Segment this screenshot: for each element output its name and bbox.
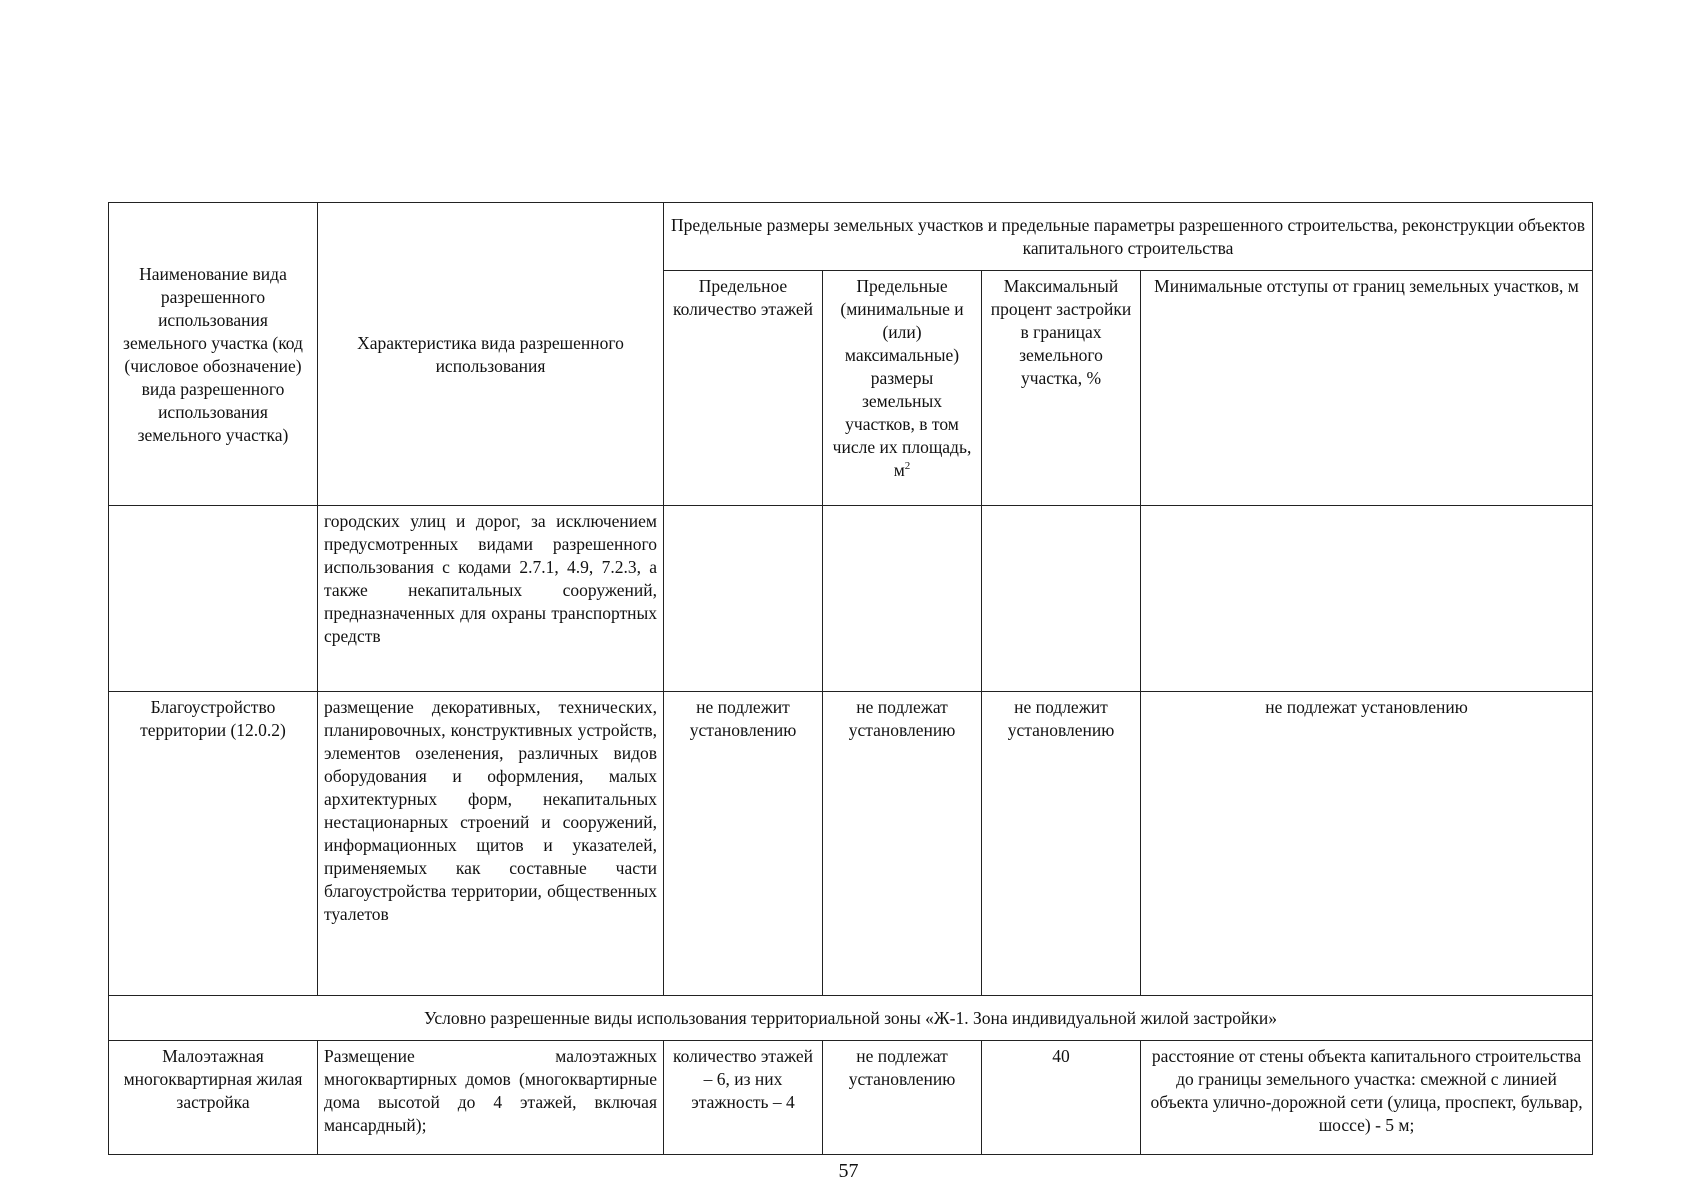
row-setback: не подлежат установлению <box>1141 692 1593 996</box>
header-floors: Предельное количество этажей <box>664 271 823 506</box>
row-percent: 40 <box>982 1041 1141 1155</box>
row-description: размещение декоративных, технических, планировочных, конструктивных устройств, элементов озеленения, различных видов оборудования и оформления, малых архитектурных форм, некапитальных нестационарных строений и сооружений, информационных щитов и указателей, применяемых как составные части благоустройства территории, общественных туалетов <box>318 692 664 996</box>
header-plot-size <box>823 271 982 506</box>
header-plot-size-sup: 2 <box>904 460 911 473</box>
section-title: Условно разрешенные виды использования территориальной зоны «Ж-1. Зона индивидуальной жилой застройки» <box>109 996 1593 1041</box>
row-floors <box>664 506 823 692</box>
table-row <box>109 506 1593 692</box>
header-plot-size-text: Предельные (минимальные и (или) максимальные) размеры земельных участков, в том числе их площадь, м <box>832 276 972 480</box>
row-size: не подлежат установлению <box>823 692 982 996</box>
header-setback: Минимальные отступы от границ земельных участков, м <box>1141 271 1593 506</box>
row-name: Малоэтажная многоквартирная жилая застройка <box>109 1041 318 1155</box>
row-name: Благоустройство территории (12.0.2) <box>109 692 318 996</box>
row-setback <box>1141 506 1593 692</box>
header-percent: Максимальный процент застройки в границах земельного участка, % <box>982 271 1141 506</box>
row-percent <box>982 506 1141 692</box>
row-floors: количество этажей – 6, из них этажность – 4 <box>664 1041 823 1155</box>
table-row <box>109 692 1593 996</box>
land-use-table <box>108 202 1593 1155</box>
header-col-description: Характеристика вида разрешенного использования <box>318 203 664 506</box>
row-size: не подлежат установлению <box>823 1041 982 1155</box>
row-name <box>109 506 318 692</box>
row-description: Размещение малоэтажных многоквартирных домов (многоквартирные дома высотой до 4 этажей, включая мансардный); <box>318 1041 664 1155</box>
row-setback: расстояние от стены объекта капитального строительства до границы земельного участка: смежной с линией объекта улично-дорожной сети (улица, проспект, бульвар, шоссе) - 5 м; <box>1141 1041 1593 1155</box>
table-row <box>109 1041 1593 1155</box>
row-floors: не подлежит установлению <box>664 692 823 996</box>
header-col-name: Наименование вида разрешенного использования земельного участка (код (числовое обозначение) вида разрешенного использования земельного участка) <box>109 203 318 506</box>
row-size <box>823 506 982 692</box>
section-row <box>109 996 1593 1041</box>
page-number: 57 <box>838 1160 859 1182</box>
header-row-1 <box>109 203 1593 271</box>
row-percent: не подлежит установлению <box>982 692 1141 996</box>
row-description: городских улиц и дорог, за исключением предусмотренных видами разрешенного использования с кодами 2.7.1, 4.9, 7.2.3, а также некапитальных сооружений, предназначенных для охраны транспортных средств <box>318 506 664 692</box>
header-group-limits: Предельные размеры земельных участков и предельные параметры разрешенного строительства, реконструкции объектов капитального строительства <box>664 203 1593 271</box>
